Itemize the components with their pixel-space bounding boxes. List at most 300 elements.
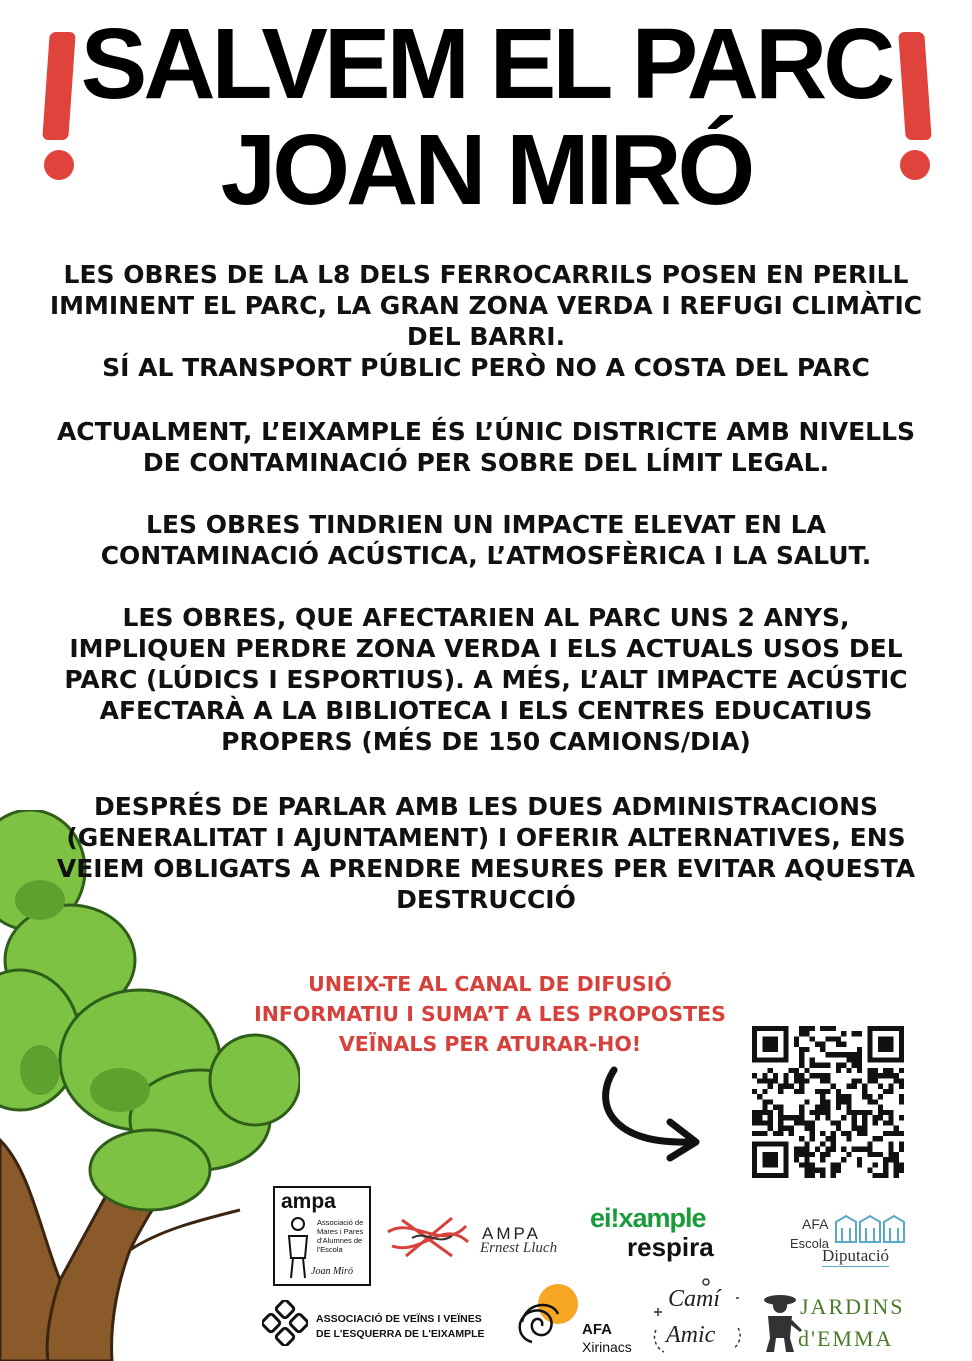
- qr-module: [762, 1078, 767, 1083]
- qr-module: [888, 1131, 893, 1136]
- qr-module: [846, 1068, 851, 1073]
- qr-module: [794, 1036, 799, 1041]
- qr-module: [789, 1115, 794, 1120]
- qr-module: [831, 1120, 836, 1125]
- qr-module: [794, 1157, 799, 1162]
- qr-module: [836, 1068, 841, 1073]
- qr-module: [862, 1147, 867, 1152]
- qr-module: [820, 1063, 825, 1068]
- qr-module: [825, 1152, 830, 1157]
- paragraph-2: [30, 416, 942, 478]
- ampa-logo-signature: Joan Miró: [311, 1266, 353, 1277]
- qr-module: [762, 1099, 767, 1104]
- qr-module: [783, 1115, 788, 1120]
- qr-module: [867, 1152, 872, 1157]
- qr-module: [794, 1115, 799, 1120]
- qr-module: [815, 1089, 820, 1094]
- qr-module: [878, 1084, 883, 1089]
- qr-module: [852, 1078, 857, 1083]
- qr-module: [857, 1131, 862, 1136]
- qr-module: [873, 1099, 878, 1104]
- qr-module: [899, 1131, 904, 1136]
- qr-module: [820, 1110, 825, 1115]
- qr-module: [799, 1115, 804, 1120]
- qr-module: [825, 1110, 830, 1115]
- qr-module: [883, 1073, 888, 1078]
- qr-module: [810, 1110, 815, 1115]
- qr-module: [873, 1115, 878, 1120]
- qr-module: [852, 1063, 857, 1068]
- qr-module: [773, 1073, 778, 1078]
- qr-module: [804, 1047, 809, 1052]
- qr-module: [773, 1131, 778, 1136]
- qr-module: [799, 1073, 804, 1078]
- qr-module: [804, 1157, 809, 1162]
- afa-xirinacs-line1: AFA: [582, 1321, 612, 1338]
- qr-module: [852, 1052, 857, 1057]
- qr-module: [883, 1131, 888, 1136]
- qr-module: [810, 1168, 815, 1173]
- qr-module: [852, 1120, 857, 1125]
- qr-module: [799, 1110, 804, 1115]
- qr-module: [815, 1042, 820, 1047]
- qr-module: [820, 1152, 825, 1157]
- qr-module: [899, 1141, 904, 1146]
- qr-module: [799, 1120, 804, 1125]
- qr-module: [799, 1162, 804, 1167]
- qr-module: [762, 1131, 767, 1136]
- afa-xirinacs-icon: [512, 1282, 586, 1352]
- qr-module: [762, 1073, 767, 1078]
- qr-module: [883, 1173, 888, 1178]
- qr-module: [857, 1031, 862, 1036]
- qr-module: [862, 1131, 867, 1136]
- qr-module: [768, 1115, 773, 1120]
- paragraph-line: DESTRUCCIÓ: [396, 885, 576, 914]
- qr-module: [857, 1162, 862, 1167]
- qr-module: [836, 1126, 841, 1131]
- qr-module: [757, 1131, 762, 1136]
- qr-module: [799, 1136, 804, 1141]
- qr-module: [888, 1073, 893, 1078]
- qr-module: [841, 1131, 846, 1136]
- qr-module: [841, 1094, 846, 1099]
- qr-module: [778, 1115, 783, 1120]
- qr-module: [804, 1141, 809, 1146]
- qr-module: [831, 1147, 836, 1152]
- qr-module: [799, 1089, 804, 1094]
- qr-module: [783, 1126, 788, 1131]
- qr-module: [794, 1120, 799, 1125]
- qr-module: [831, 1162, 836, 1167]
- qr-module: [899, 1168, 904, 1173]
- qr-code[interactable]: [752, 1026, 904, 1178]
- qr-module: [768, 1099, 773, 1104]
- qr-module: [883, 1110, 888, 1115]
- qr-module: [857, 1057, 862, 1062]
- qr-module: [883, 1089, 888, 1094]
- paragraph-line: LES OBRES DE LA L8 DELS FERROCARRILS POSEN EN PERILL: [63, 260, 909, 289]
- qr-module: [899, 1147, 904, 1152]
- qr-module: [820, 1131, 825, 1136]
- qr-module: [878, 1094, 883, 1099]
- afa-diputacio-line2: Escola: [790, 1236, 830, 1251]
- figure-icon: [283, 1216, 313, 1280]
- qr-module: [846, 1105, 851, 1110]
- qr-module: [831, 1084, 836, 1089]
- paragraph-3: [30, 509, 942, 571]
- qr-module: [794, 1073, 799, 1078]
- qr-module: [757, 1110, 762, 1115]
- school-buildings-icon: [834, 1214, 908, 1244]
- qr-module: [815, 1073, 820, 1078]
- qr-module: [857, 1068, 862, 1073]
- qr-module: [883, 1120, 888, 1125]
- qr-module: [852, 1057, 857, 1062]
- eixample-respira-line2: respira: [627, 1232, 714, 1262]
- qr-module: [768, 1078, 773, 1083]
- cami-amic-line2: Amic: [666, 1322, 716, 1348]
- qr-module: [825, 1089, 830, 1094]
- qr-module: [783, 1073, 788, 1078]
- qr-module: [831, 1173, 836, 1178]
- qr-module: [810, 1152, 815, 1157]
- qr-module: [873, 1152, 878, 1157]
- qr-module: [841, 1042, 846, 1047]
- qr-module: [815, 1147, 820, 1152]
- qr-module: [789, 1126, 794, 1131]
- qr-module: [836, 1089, 841, 1094]
- qr-module: [857, 1110, 862, 1115]
- qr-module: [873, 1136, 878, 1141]
- qr-module: [888, 1141, 893, 1146]
- qr-module: [899, 1078, 904, 1083]
- paragraph-line: DESPRÉS DE PARLAR AMB LES DUES ADMINISTRACIONS: [93, 792, 879, 821]
- qr-module: [794, 1147, 799, 1152]
- aavv-line1: ASSOCIACIÓ DE VEÏNS I VEÏNES: [316, 1313, 482, 1325]
- qr-module: [857, 1052, 862, 1057]
- qr-module: [825, 1052, 830, 1057]
- qr-module: [836, 1052, 841, 1057]
- qr-module: [799, 1147, 804, 1152]
- qr-module: [878, 1115, 883, 1120]
- qr-module: [862, 1126, 867, 1131]
- qr-module: [799, 1031, 804, 1036]
- qr-module: [857, 1157, 862, 1162]
- qr-module: [820, 1073, 825, 1078]
- qr-module: [846, 1084, 851, 1089]
- qr-module: [794, 1089, 799, 1094]
- qr-module: [820, 1173, 825, 1178]
- qr-module: [899, 1115, 904, 1120]
- qr-module: [846, 1052, 851, 1057]
- paragraph-line: DE CONTAMINACIÓ PER SOBRE DEL LÍMIT LEGAL.: [142, 448, 830, 477]
- qr-module: [836, 1105, 841, 1110]
- qr-module: [831, 1131, 836, 1136]
- qr-module: [820, 1026, 825, 1031]
- cta-line: VEÏNALS PER ATURAR-HO!: [338, 1032, 642, 1056]
- qr-module: [804, 1126, 809, 1131]
- qr-module: [888, 1068, 893, 1073]
- qr-module: [894, 1152, 899, 1157]
- paragraph-line: CONTAMINACIÓ ACÚSTICA, L’ATMOSFÈRICA I LA SALUT.: [100, 541, 872, 570]
- qr-module: [825, 1036, 830, 1041]
- qr-module: [867, 1147, 872, 1152]
- qr-module: [768, 1084, 773, 1089]
- page-title-line-2: JOAN MIRÓ: [220, 114, 752, 226]
- qr-module: [804, 1078, 809, 1083]
- qr-module: [820, 1047, 825, 1052]
- qr-module: [778, 1089, 783, 1094]
- qr-module: [841, 1063, 846, 1068]
- qr-module: [878, 1110, 883, 1115]
- qr-module: [768, 1068, 773, 1073]
- qr-module: [867, 1168, 872, 1173]
- qr-module: [867, 1141, 872, 1146]
- paragraph-line: (GENERALITAT I AJUNTAMENT) I OFERIR ALTERNATIVES, ENS: [66, 823, 906, 852]
- qr-module: [815, 1110, 820, 1115]
- qr-module: [810, 1126, 815, 1131]
- qr-module: [825, 1063, 830, 1068]
- qr-module: [757, 1094, 762, 1099]
- qr-module: [862, 1089, 867, 1094]
- qr-module: [825, 1136, 830, 1141]
- qr-module: [804, 1168, 809, 1173]
- paragraph-line: AFECTARÀ A LA BIBLIOTECA I ELS CENTRES EDUCATIUS: [99, 696, 873, 725]
- qr-module: [836, 1099, 841, 1104]
- qr-module: [899, 1094, 904, 1099]
- curved-arrow-icon: [592, 1064, 712, 1164]
- qr-module: [820, 1105, 825, 1110]
- qr-module: [825, 1026, 830, 1031]
- qr-module: [852, 1110, 857, 1115]
- qr-module: [878, 1173, 883, 1178]
- qr-module: [752, 1073, 757, 1078]
- qr-module: [799, 1026, 804, 1031]
- qr-module: [873, 1068, 878, 1073]
- qr-module: [883, 1162, 888, 1167]
- qr-module: [778, 1126, 783, 1131]
- qr-module: [894, 1168, 899, 1173]
- paragraph-4: [30, 602, 942, 757]
- qr-module: [778, 1084, 783, 1089]
- qr-module: [888, 1115, 893, 1120]
- qr-module: [757, 1120, 762, 1125]
- qr-module: [899, 1068, 904, 1073]
- paragraph-line: ACTUALMENT, L’EIXAMPLE ÉS L’ÚNIC DISTRICTE AMB NIVELLS: [56, 417, 916, 446]
- paragraph-line: IMMINENT EL PARC, LA GRAN ZONA VERDA I REFUGI CLIMÀTIC: [49, 291, 923, 320]
- paragraph-line: VEIEM OBLIGATS A PRENDRE MESURES PER EVITAR AQUESTA: [56, 854, 916, 883]
- qr-module: [878, 1152, 883, 1157]
- qr-module: [867, 1078, 872, 1083]
- qr-module: [820, 1078, 825, 1083]
- qr-module: [831, 1026, 836, 1031]
- cta-line: UNEIX-TE AL CANAL DE DIFUSIÓ: [308, 972, 672, 996]
- qr-module: [825, 1115, 830, 1120]
- qr-module: [862, 1115, 867, 1120]
- qr-module: [820, 1042, 825, 1047]
- qr-module: [852, 1031, 857, 1036]
- qr-module: [852, 1084, 857, 1089]
- qr-module: [804, 1162, 809, 1167]
- qr-module: [789, 1084, 794, 1089]
- qr-module: [794, 1042, 799, 1047]
- qr-module: [804, 1068, 809, 1073]
- qr-module: [852, 1126, 857, 1131]
- qr-module: [867, 1094, 872, 1099]
- qr-module: [888, 1089, 893, 1094]
- qr-module: [810, 1026, 815, 1031]
- page-title-line-1: SALVEM EL PARC: [80, 8, 892, 120]
- qr-module: [899, 1099, 904, 1104]
- qr-module: [878, 1073, 883, 1078]
- qr-module: [799, 1078, 804, 1083]
- qr-module: [820, 1099, 825, 1104]
- qr-module: [888, 1147, 893, 1152]
- qr-module: [794, 1152, 799, 1157]
- qr-module: [899, 1162, 904, 1167]
- qr-module: [825, 1147, 830, 1152]
- afa-xirinacs-line2: Xirinacs: [582, 1339, 632, 1355]
- qr-module: [899, 1084, 904, 1089]
- qr-module: [857, 1063, 862, 1068]
- qr-module: [836, 1042, 841, 1047]
- aavv-line2: DE L'ESQUERRA DE L'EIXAMPLE: [316, 1328, 485, 1340]
- qr-module: [773, 1078, 778, 1083]
- paragraph-line: PROPERS (MÉS DE 150 CAMIONS/DIA): [221, 727, 751, 756]
- qr-module: [820, 1157, 825, 1162]
- qr-module: [846, 1099, 851, 1104]
- qr-module: [804, 1026, 809, 1031]
- qr-module: [810, 1162, 815, 1167]
- qr-module: [862, 1094, 867, 1099]
- qr-module: [815, 1168, 820, 1173]
- qr-module: [831, 1036, 836, 1041]
- qr-module: [841, 1147, 846, 1152]
- qr-module: [799, 1084, 804, 1089]
- call-to-action: [250, 969, 730, 1059]
- qr-module: [825, 1105, 830, 1110]
- qr-module: [836, 1063, 841, 1068]
- cami-amic-decoration-icon: [650, 1278, 746, 1360]
- paragraph-line: LES OBRES, QUE AFECTARIEN AL PARC UNS 2 ANYS,: [122, 603, 850, 632]
- qr-module: [804, 1031, 809, 1036]
- qr-module: [857, 1147, 862, 1152]
- qr-module: [867, 1099, 872, 1104]
- qr-module: [757, 1115, 762, 1120]
- paragraph-line: DEL BARRI.: [406, 322, 566, 351]
- qr-module: [852, 1115, 857, 1120]
- jardins-emma-line1: JARDINS: [800, 1294, 905, 1319]
- qr-module: [883, 1168, 888, 1173]
- qr-module: [841, 1031, 846, 1036]
- qr-module: [894, 1073, 899, 1078]
- qr-module: [867, 1110, 872, 1115]
- qr-module: [794, 1068, 799, 1073]
- paragraph-line: IMPLIQUEN PERDRE ZONA VERDA I ELS ACTUALS USOS DEL: [69, 634, 903, 663]
- paragraph-1: [30, 259, 942, 383]
- qr-module: [867, 1073, 872, 1078]
- ampa-ernest-lluch-name: AMPA: [482, 1224, 541, 1243]
- qr-module: [778, 1120, 783, 1125]
- qr-module: [820, 1141, 825, 1146]
- qr-module: [894, 1078, 899, 1083]
- qr-module: [820, 1094, 825, 1099]
- qr-module: [846, 1094, 851, 1099]
- qr-module: [799, 1105, 804, 1110]
- qr-module: [894, 1131, 899, 1136]
- qr-module: [778, 1110, 783, 1115]
- qr-module: [862, 1084, 867, 1089]
- qr-module: [810, 1063, 815, 1068]
- afa-diputacio-line1: AFA: [802, 1216, 829, 1232]
- qr-module: [810, 1136, 815, 1141]
- paragraph-5: [30, 791, 942, 915]
- qr-module: [873, 1078, 878, 1083]
- qr-module: [888, 1157, 893, 1162]
- qr-module: [825, 1078, 830, 1083]
- ampa-ernest-lluch-signature: Ernest Lluch: [480, 1240, 558, 1256]
- qr-module: [783, 1078, 788, 1083]
- qr-module: [883, 1068, 888, 1073]
- qr-module: [888, 1152, 893, 1157]
- qr-module: [799, 1063, 804, 1068]
- qr-module: [873, 1162, 878, 1167]
- qr-module: [831, 1136, 836, 1141]
- qr-module: [878, 1105, 883, 1110]
- qr-module: [762, 1105, 767, 1110]
- qr-module: [841, 1052, 846, 1057]
- ampa-joan-miro-logo: [273, 1186, 371, 1286]
- qr-module: [846, 1057, 851, 1062]
- qr-module: [752, 1120, 757, 1125]
- qr-module: [820, 1089, 825, 1094]
- qr-module: [857, 1126, 862, 1131]
- qr-module: [857, 1047, 862, 1052]
- qr-module: [878, 1136, 883, 1141]
- qr-module: [810, 1036, 815, 1041]
- qr-module: [783, 1084, 788, 1089]
- qr-module: [804, 1173, 809, 1178]
- qr-module: [836, 1094, 841, 1099]
- qr-module: [752, 1110, 757, 1115]
- qr-module: [789, 1068, 794, 1073]
- ampa-logo-subtitle: Associació de Mares i Pares d'Alumnes de l'Escola: [317, 1218, 364, 1254]
- paragraph-line: PARC (LÚDICS I ESPORTIUS). A MÉS, L’ALT IMPACTE ACÚSTIC: [64, 665, 908, 694]
- qr-module: [852, 1147, 857, 1152]
- paragraph-line: LES OBRES TINDRIEN UN IMPACTE ELEVAT EN LA: [146, 510, 826, 539]
- qr-module: [762, 1120, 767, 1125]
- eixample-respira-line1: ei!xample: [590, 1203, 706, 1233]
- ampa-logo-name: ampa: [281, 1190, 336, 1213]
- qr-module: [804, 1152, 809, 1157]
- qr-module: [789, 1131, 794, 1136]
- qr-module: [799, 1052, 804, 1057]
- paragraph-line: SÍ AL TRANSPORT PÚBLIC PERÒ NO A COSTA DEL PARC: [102, 353, 870, 382]
- qr-module: [825, 1099, 830, 1104]
- qr-module: [836, 1120, 841, 1125]
- qr-module: [815, 1105, 820, 1110]
- qr-module: [836, 1036, 841, 1041]
- qr-module: [820, 1168, 825, 1173]
- qr-module: [836, 1162, 841, 1167]
- qr-module: [894, 1126, 899, 1131]
- qr-module: [846, 1110, 851, 1115]
- qr-module: [867, 1068, 872, 1073]
- qr-module: [836, 1168, 841, 1173]
- qr-module: [762, 1110, 767, 1115]
- qr-module: [894, 1162, 899, 1167]
